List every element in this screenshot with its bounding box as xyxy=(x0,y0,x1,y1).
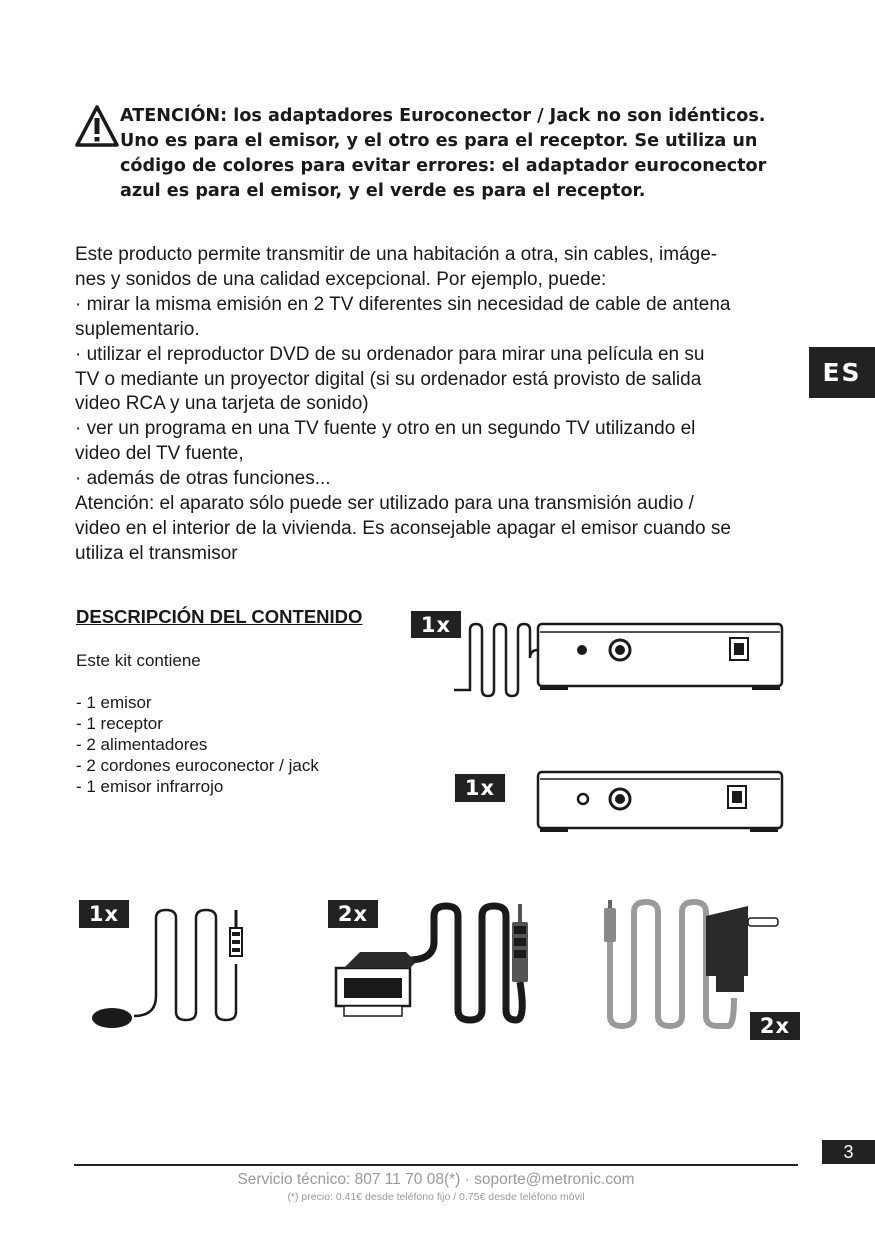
warning-line: ATENCIÓN: los adaptadores Euroconector / Jack no son idénticos. xyxy=(120,106,766,126)
body-line: · mirar la misma emisión en 2 TV diferentes sin necesidad de cable de antena xyxy=(75,293,731,315)
kit-item: - 1 receptor xyxy=(76,714,163,733)
body-line: suplementario. xyxy=(75,318,200,340)
body-line: Este producto permite transmitir de una habitación a otra, sin cables, imáge- xyxy=(75,244,718,265)
footer-divider xyxy=(74,1164,798,1166)
price-note: (*) precio: 0.41€ desde teléfono fijo / 0.75€ desde teléfono móvil xyxy=(287,1191,585,1203)
body-line: · utilizar el reproductor DVD de su ordenador para mirar una película en su xyxy=(75,343,705,365)
kit-item: - 1 emisor infrarrojo xyxy=(76,777,224,796)
scart-cable-quantity-badge: 2x xyxy=(328,900,378,928)
kit-item: - 1 emisor xyxy=(76,693,152,712)
receiver-illustration xyxy=(536,768,788,834)
kit-item: - 2 alimentadores xyxy=(76,735,208,754)
language-tab: ES xyxy=(809,347,875,398)
kit-intro: Este kit contiene xyxy=(76,651,201,670)
body-line: · además de otras funciones... xyxy=(75,468,331,490)
section-title: DESCRIPCIÓN DEL CONTENIDO xyxy=(76,606,363,627)
body-line: · ver un programa en una TV fuente y otro en un segundo TV utilizando el xyxy=(75,418,696,440)
body-line: TV o mediante un proyector digital (si su ordenador está provisto de salida xyxy=(75,368,702,390)
warning-icon xyxy=(74,104,120,148)
kit-item: - 2 cordones euroconector / jack xyxy=(76,756,319,775)
product-description xyxy=(75,243,805,567)
warning-text xyxy=(120,104,810,204)
scart-cable-illustration xyxy=(330,902,530,1026)
body-line: nes y sonidos de una calidad excepcional. Por ejemplo, puede: xyxy=(75,268,607,290)
body-line: Atención: el aparato sólo puede ser utilizado para una transmisión audio / xyxy=(75,493,694,515)
warning-line: Uno es para el emisor, y el otro es para el receptor. Se utiliza un xyxy=(120,131,758,151)
emitter-illustration xyxy=(452,618,786,692)
ir-emitter-illustration xyxy=(90,906,250,1034)
power-adapter-illustration xyxy=(598,898,794,1030)
body-line: video en el interior de la vivienda. Es aconsejable apagar el emisor cuando se xyxy=(75,517,731,539)
warning-line: código de colores para evitar errores: el adaptador euroconector xyxy=(120,156,767,176)
body-line: video del TV fuente, xyxy=(75,443,244,465)
body-line: utiliza el transmisor xyxy=(75,542,238,564)
power-adapter-quantity-badge: 2x xyxy=(750,1012,800,1040)
receiver-quantity-badge: 1x xyxy=(455,774,505,802)
ir-emitter-quantity-badge: 1x xyxy=(79,900,129,928)
kit-list xyxy=(76,692,319,797)
warning-line: azul es para el emisor, y el verde es para el receptor. xyxy=(120,181,646,201)
emitter-quantity-badge: 1x xyxy=(411,611,461,638)
body-line: video RCA y una tarjeta de sonido) xyxy=(75,393,369,415)
service-contact: Servicio técnico: 807 11 70 08(*) · soporte@metronic.com xyxy=(237,1171,635,1188)
page-number: 3 xyxy=(822,1140,875,1164)
